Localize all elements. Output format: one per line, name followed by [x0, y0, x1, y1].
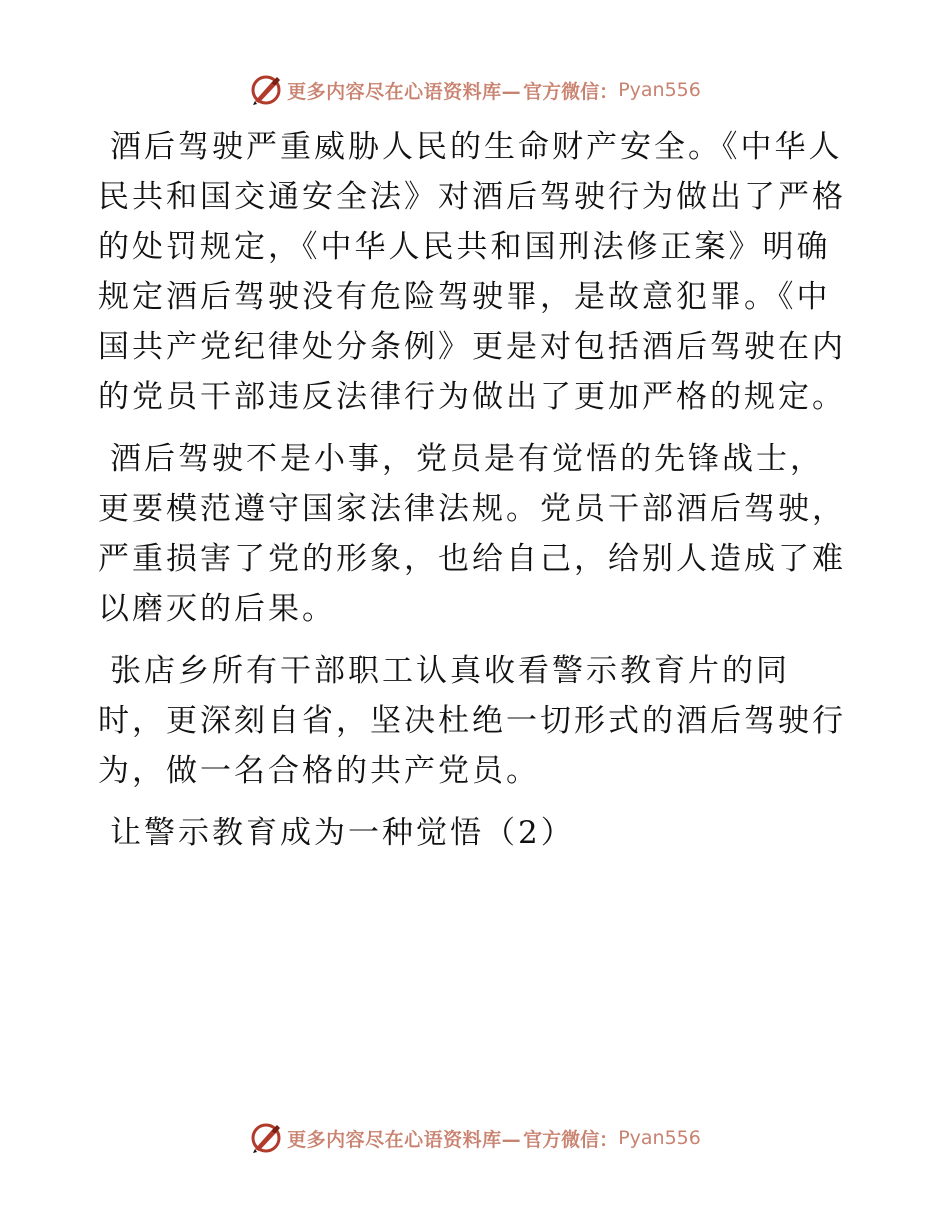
- footer-site-text: 更多内容尽在心语资料库—: [287, 1128, 522, 1151]
- paragraph-2: 酒后驾驶不是小事，党员是有觉悟的先锋战士，更要模范遵守国家法律法规。党员干部酒后驾驶，严重损害了党的形象，也给自己，给别人造成了难以磨灭的后果。: [98, 441, 846, 627]
- footer-banner: [0, 1118, 950, 1158]
- header-wechat-label: 官方微信：: [523, 80, 619, 103]
- section-heading: 让警示教育成为一种觉悟（2）: [110, 815, 575, 851]
- header-wechat-id: Pyan556: [618, 79, 701, 101]
- paragraph-1: 酒后驾驶严重威胁人民的生命财产安全。《中华人民共和国交通安全法》对酒后驾驶行为做出了严格的处罚规定，《中华人民共和国刑法修正案》明确规定酒后驾驶没有危险驾驶罪，是故意犯罪。《中国共产党纪律处分条例》更是对包括酒后驾驶在内的党员干部违反法律行为做出了更加严格的规定。: [98, 129, 846, 415]
- pen-logo-icon: [249, 1121, 283, 1155]
- paragraph-3: 张店乡所有干部职工认真收看警示教育片的同时，更深刻自省，坚决杜绝一切形式的酒后驾驶行为，做一名合格的共产党员。: [98, 653, 846, 789]
- document-body: [98, 122, 850, 858]
- header-banner: [0, 70, 950, 110]
- footer-wechat-id: Pyan556: [618, 1127, 701, 1149]
- footer-wechat-label: 官方微信：: [523, 1128, 619, 1151]
- pen-logo-icon: [249, 73, 283, 107]
- header-site-text: 更多内容尽在心语资料库—: [287, 80, 522, 103]
